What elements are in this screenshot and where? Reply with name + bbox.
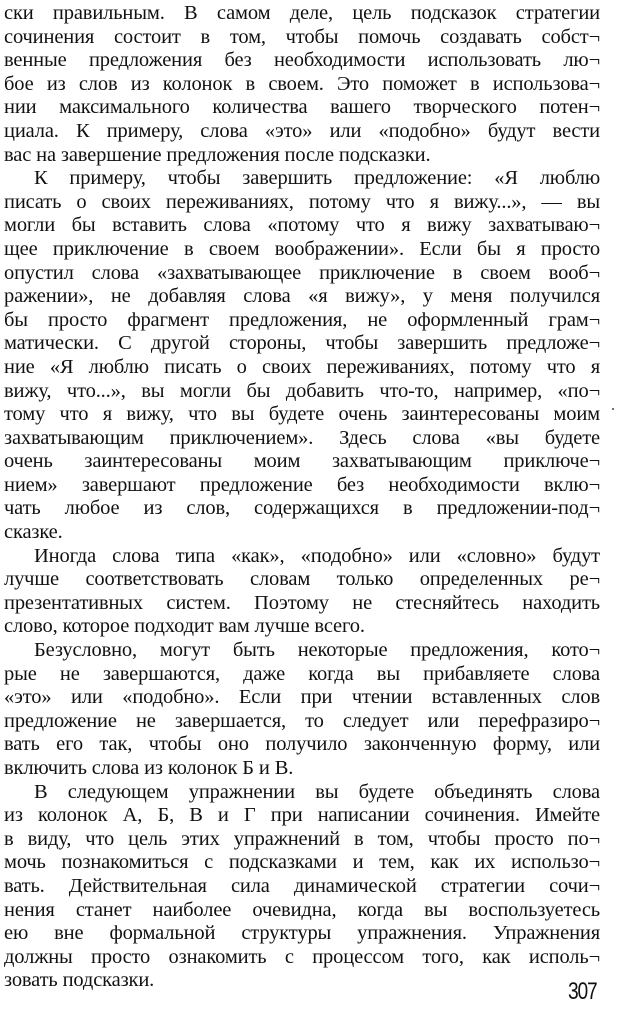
text-line: предложение не завершается, то следует или перефразиро¬: [4, 709, 600, 732]
text-line: рые не завершаются, даже когда вы прибавляете слова: [4, 662, 600, 685]
text-line: матически. С другой стороны, чтобы завершить предложе¬: [4, 332, 600, 355]
text-line: зовать подсказки.: [4, 969, 155, 992]
text-line: ние «Я люблю писать о своих переживаниях, потому что я: [4, 355, 600, 378]
scan-speck: [612, 408, 614, 410]
text-line: в виду, что цель этих упражнений в том, чтобы просто по¬: [4, 827, 600, 850]
text-line: должны просто ознакомить с процессом того, как исполь¬: [4, 945, 600, 968]
body-text: [4, 2, 602, 993]
text-line: очень заинтересованы моим захватывающим приключе¬: [4, 450, 600, 473]
text-line: могли бы вставить слова «потому что я вижу захватываю¬: [4, 214, 600, 237]
text-line: щее приключение в своем воображении». Если бы я просто: [4, 237, 600, 260]
text-line: нения станет наиболее очевидна, когда вы воспользуетесь: [4, 898, 600, 921]
text-line: бы просто фрагмент предложения, не оформленный грам¬: [4, 308, 600, 331]
text-line: опустил слова «захватывающее приключение в своем вооб¬: [4, 261, 600, 284]
text-line: лучше соответствовать словам только определенных ре¬: [4, 568, 600, 591]
text-line: захватывающим приключением». Здесь слова «вы будете: [4, 426, 600, 449]
text-line: включить слова из колонок Б и В.: [4, 757, 294, 779]
text-line: бое из слов из колонок в своем. Это поможет в использова¬: [4, 72, 600, 95]
text-line: «это» или «подобно». Если при чтении вставленных слов: [4, 686, 600, 709]
text-line: ски правильным. В самом деле, цель подсказок стратегии: [4, 2, 600, 24]
text-line: чать любое из слов, содержащихся в предложении-под¬: [4, 497, 600, 520]
paragraph-first-line: К примеру, чтобы завершить предложение: «Я люблю: [34, 167, 600, 190]
text-line: ею вне формальной структуры упражнения. Упражнения: [4, 922, 600, 945]
text-line: нии максимального количества вашего творческого потен¬: [4, 96, 600, 119]
text-line: сказке.: [4, 521, 63, 544]
text-line: мочь познакомиться с подсказками и тем, как их использо¬: [4, 851, 600, 874]
text-line: вать. Действительная сила динамической стратегии сочи¬: [4, 874, 600, 897]
text-line: из колонок А, Б, В и Г при написании сочинения. Имейте: [4, 804, 600, 827]
text-line: нием» завершают предложение без необходимости вклю¬: [4, 473, 600, 496]
text-line: вас на завершение предложения после подсказки.: [4, 143, 431, 166]
text-line: слово, которое подходит вам лучше всего.: [4, 615, 365, 638]
paragraph-first-line: В следующем упражнении вы будете объединять слова: [34, 780, 600, 803]
text-line: тому что я вижу, что вы будете очень заинтересованы моим: [4, 403, 600, 426]
text-line: вижу, что...», вы могли бы добавить что-то, например, «по¬: [4, 379, 600, 402]
text-line: вать его так, чтобы оно получило законченную форму, или: [4, 733, 600, 756]
text-line: сочинения состоит в том, чтобы помочь создавать собст¬: [4, 25, 600, 48]
text-line: ражении», не добавляя слова «я вижу», у меня получился: [4, 285, 600, 308]
text-line: презентативных систем. Поэтому не стесняйтесь находить: [4, 591, 600, 614]
text-line: писать о своих переживаниях, потому что я вижу...», — вы: [4, 190, 600, 213]
page-number: 307: [568, 978, 597, 1005]
paragraph-first-line: Безусловно, могут быть некоторые предложения, кото¬: [34, 639, 600, 662]
text-line: венные предложения без необходимости использовать лю¬: [4, 49, 600, 72]
text-line: циала. К примеру, слова «это» или «подобно» будут вести: [4, 119, 600, 142]
paragraph-first-line: Иногда слова типа «как», «подобно» или «словно» будут: [34, 544, 600, 567]
